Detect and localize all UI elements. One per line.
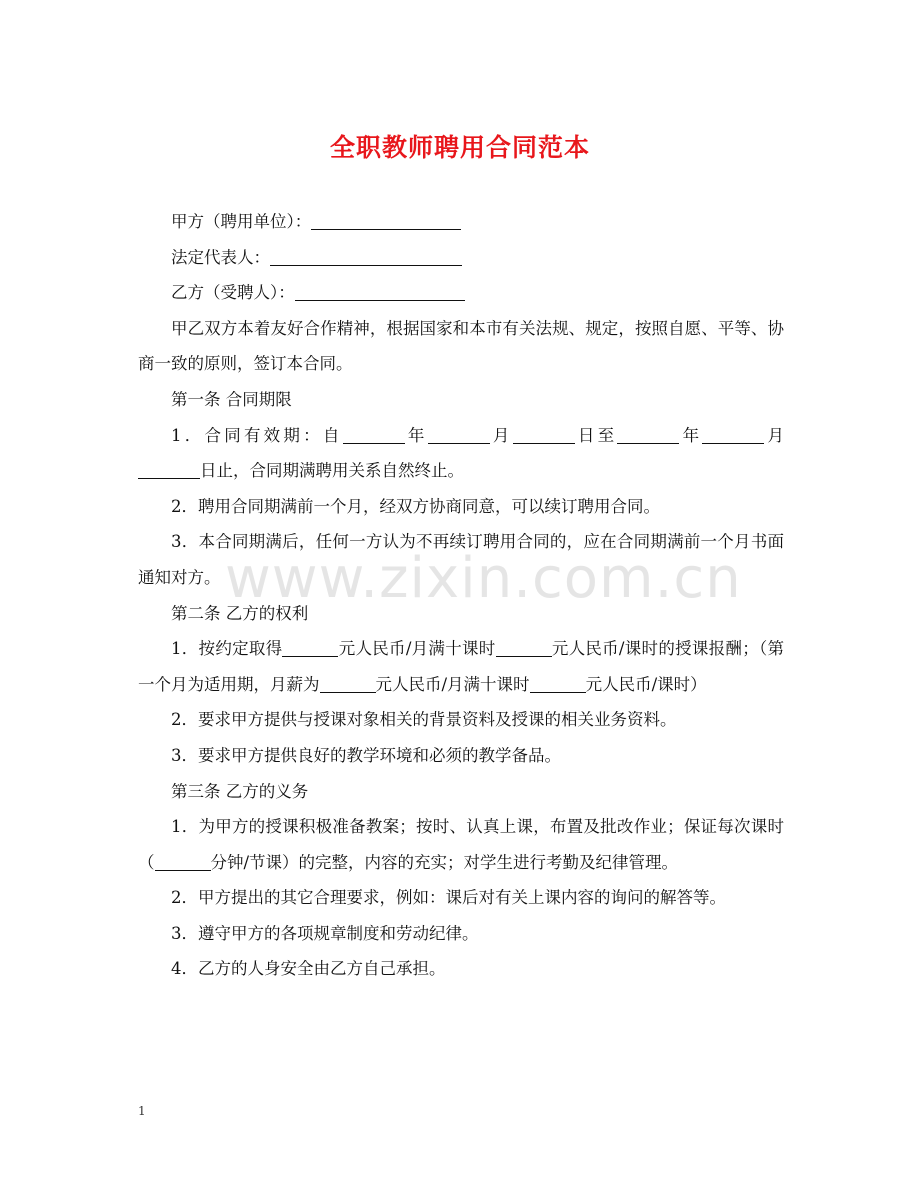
clause-text: 年: [404, 425, 428, 445]
end-day-blank: [138, 460, 200, 479]
hourly-pay-blank: [496, 638, 552, 657]
document-body: [138, 204, 784, 987]
clause-text: 元人民币/课时）: [585, 674, 707, 694]
start-day-blank: [513, 425, 575, 444]
party-a-label: 甲方（聘用单位）：: [171, 212, 312, 231]
party-a-blank: [311, 211, 461, 230]
legal-rep-blank: [270, 247, 462, 266]
clause-text: 月: [764, 425, 785, 445]
party-b-label: 乙方（受聘人）：: [171, 283, 295, 303]
article-1-clause-3: 3．本合同期满后，任何一方认为不再续订聘用合同的，应在合同期满前一个月书面通知对方。: [138, 532, 784, 587]
clause-text: 1．为甲方的授课积极准备教案；按时、认真上课，布置及批改作业；保证每次课时（: [138, 817, 784, 872]
clause-text: 月: [489, 425, 513, 445]
article-2-heading: 第二条 乙方的权利: [171, 603, 309, 623]
clause-text: 元人民币/课时的授课报酬；（第一个月为适用期，月薪为: [138, 639, 785, 694]
clause-text: 1．按约定取得: [171, 639, 283, 659]
article-3-heading: 第三条 乙方的义务: [171, 781, 309, 801]
intro-paragraph: 甲乙双方本着友好合作精神，根据国家和本市有关法规、规定，按照自愿、平等、协商一致的原则，签订本合同。: [138, 318, 784, 374]
article-3-clause-3: 3．遵守甲方的各项规章制度和劳动纪律。: [171, 923, 479, 943]
trial-monthly-pay-blank: [320, 674, 376, 693]
start-month-blank: [428, 425, 490, 444]
article-2-clause-2: 2．要求甲方提供与授课对象相关的背景资料及授课的相关业务资料。: [171, 710, 677, 730]
clause-text: 年: [679, 425, 703, 445]
page-number: 1: [138, 1104, 146, 1118]
document-title: 全职教师聘用合同范本: [329, 133, 590, 162]
article-1-clause-1: [138, 418, 784, 489]
monthly-pay-blank: [282, 638, 338, 657]
end-year-blank: [617, 425, 679, 444]
article-3-clause-4: 4．乙方的人身安全由乙方自己承担。: [171, 959, 446, 979]
clause-text: 元人民币/月满十课时: [375, 674, 530, 694]
trial-hourly-pay-blank: [530, 674, 586, 693]
article-3-clause-2: 2．甲方提出的其它合理要求，例如：课后对有关上课内容的询问的解答等。: [171, 888, 726, 908]
end-month-blank: [702, 425, 764, 444]
watermark: www.zixin.com.cn: [225, 546, 742, 611]
article-3-clause-1: [138, 809, 784, 880]
article-1-heading: 第一条 合同期限: [171, 389, 292, 409]
clause-text: 分钟/节课）的完整，内容的充实；对学生进行考勤及纪律管理。: [210, 852, 679, 872]
article-1-clause-2: 2．聘用合同期满前一个月，经双方协商同意，可以续订聘用合同。: [171, 496, 660, 516]
start-year-blank: [343, 425, 405, 444]
clause-text: 元人民币/月满十课时: [338, 639, 496, 659]
clause-text: 1．合同有效期：自: [171, 425, 343, 445]
article-2-clause-1: [138, 631, 784, 702]
clause-text: 日止，合同期满聘用关系自然终止。: [200, 461, 464, 481]
party-a-line: [138, 204, 784, 240]
legal-rep-label: 法定代表人：: [171, 247, 270, 267]
minutes-blank: [155, 852, 211, 871]
clause-text: 日至: [574, 425, 618, 445]
article-2-clause-3: 3．要求甲方提供良好的教学环境和必须的教学备品。: [171, 745, 561, 765]
party-b-line: [138, 275, 784, 311]
party-b-blank: [295, 282, 465, 301]
legal-rep-line: [138, 240, 784, 276]
